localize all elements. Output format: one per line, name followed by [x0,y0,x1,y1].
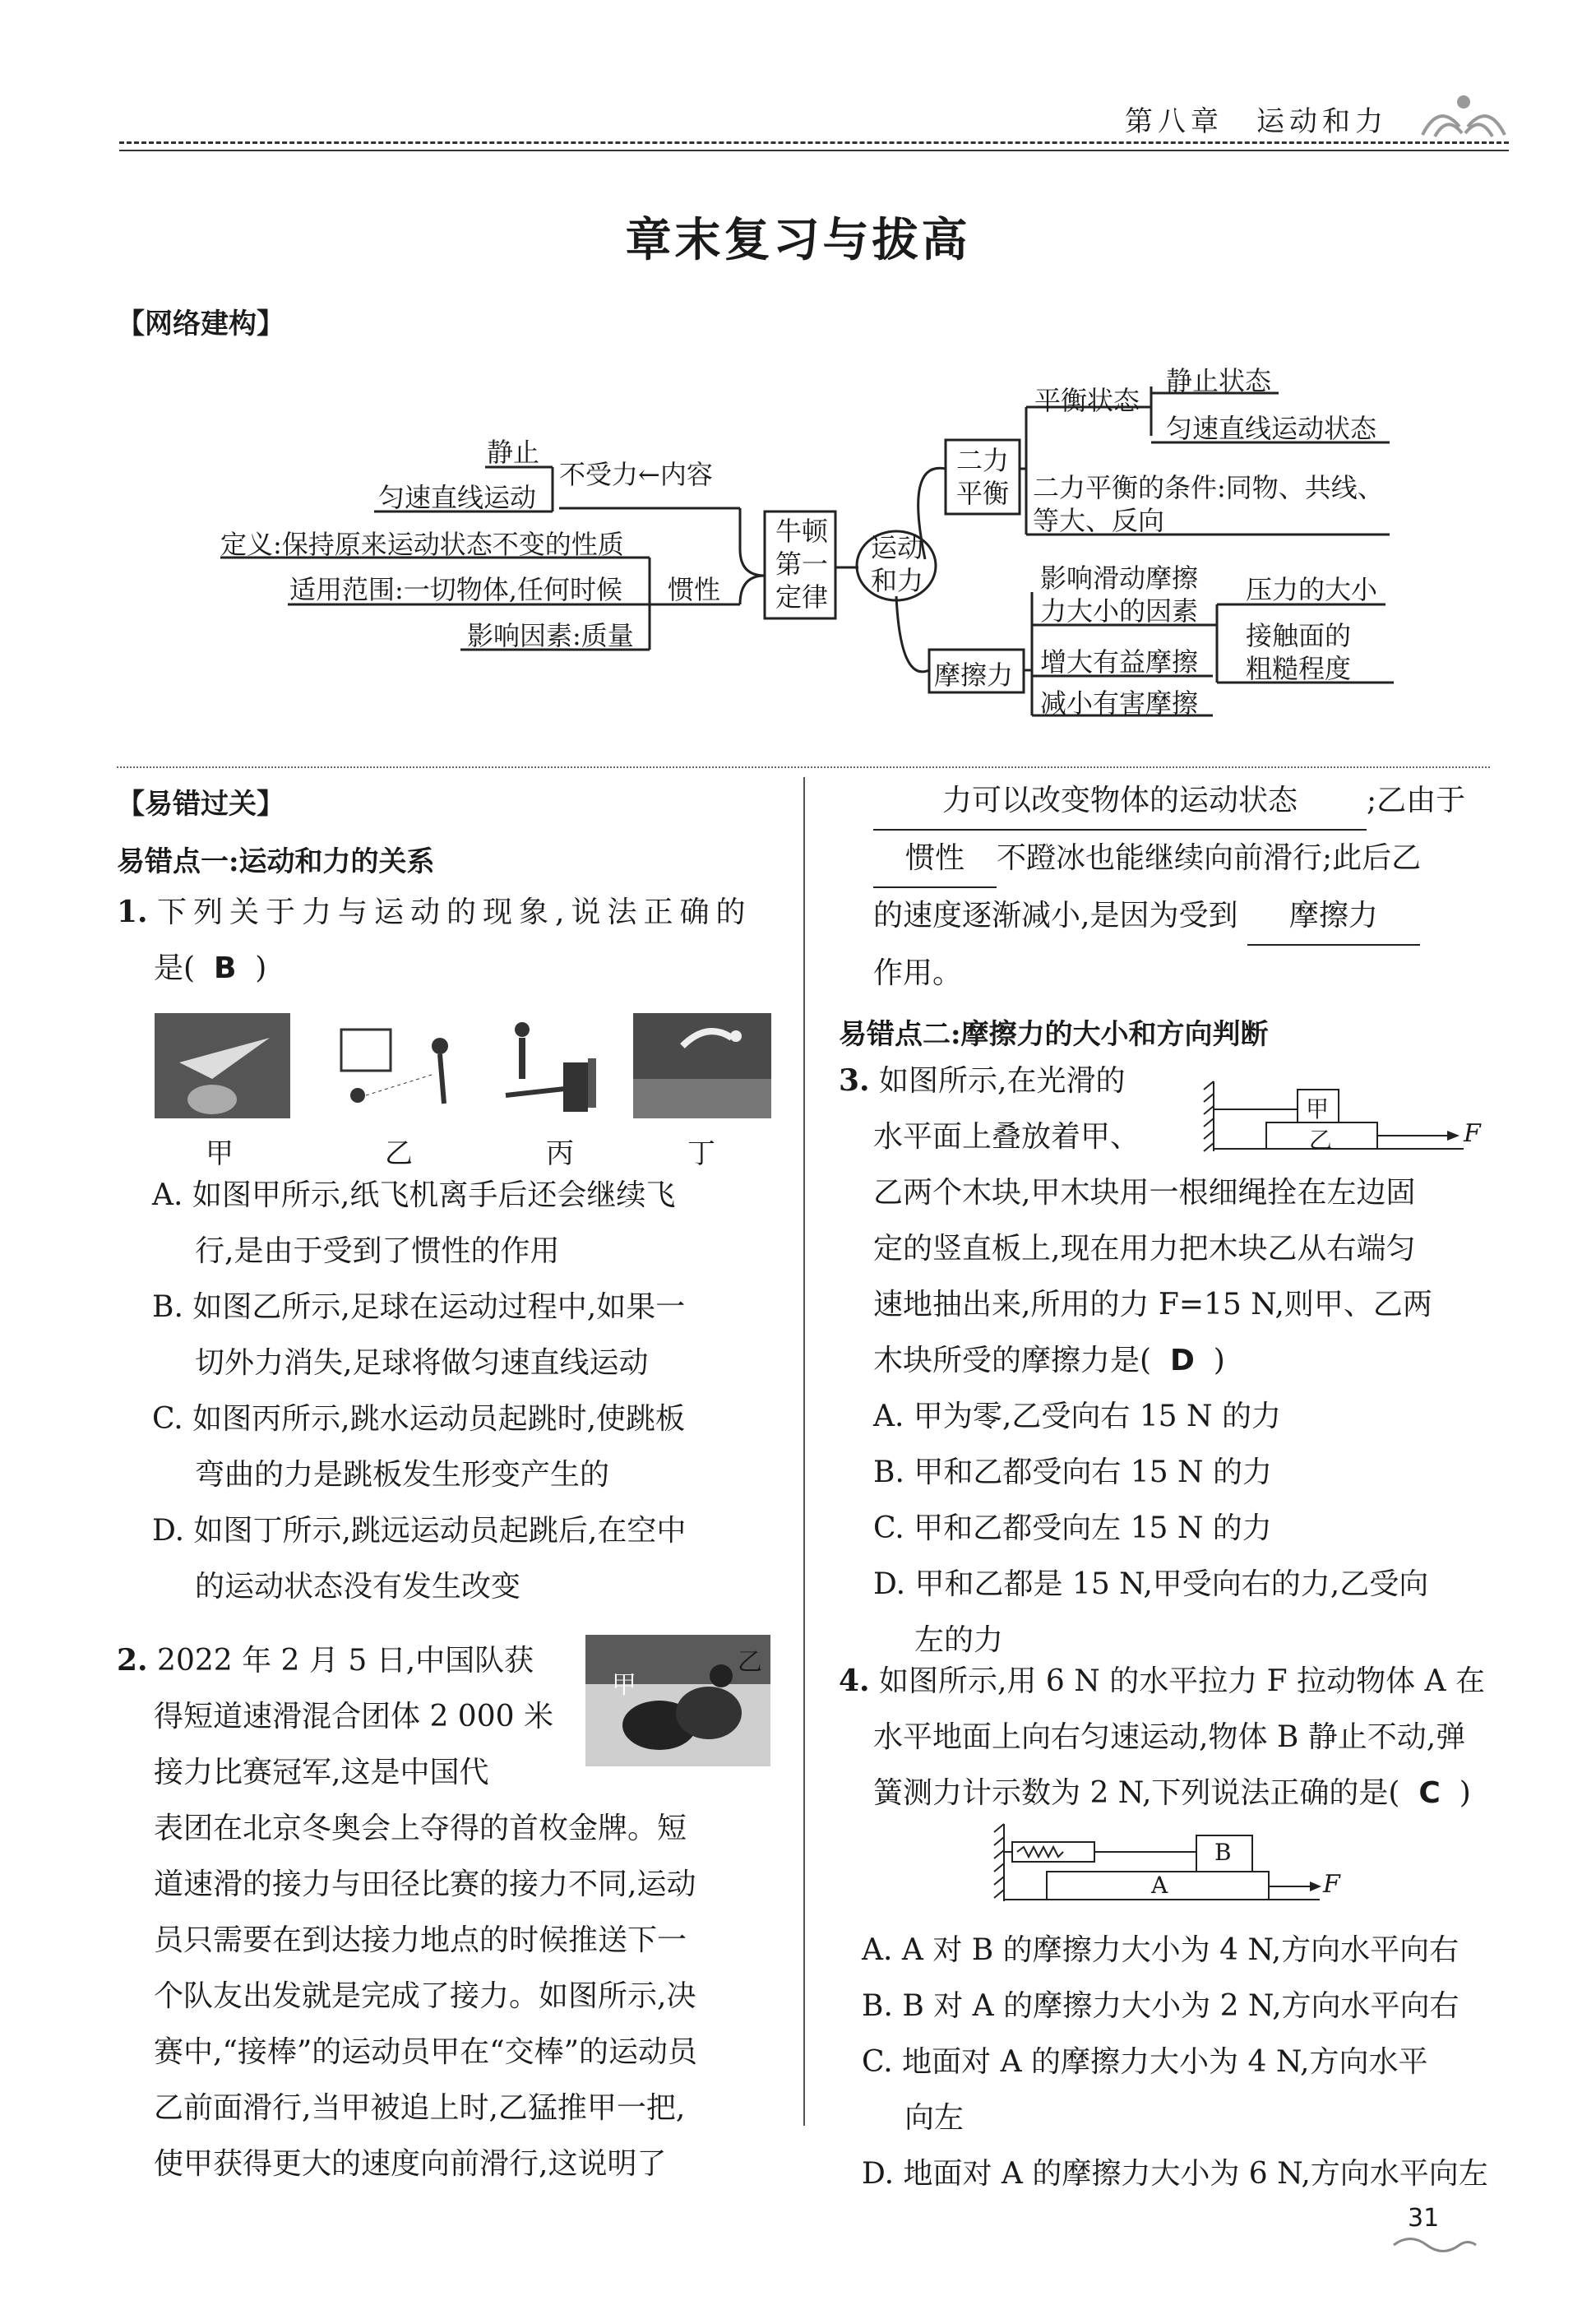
mm-decrease: 减小有害摩擦 [1040,687,1199,719]
chapter-label: 第八章 [1125,105,1224,138]
q4-line-1: 如图所示,用 6 N 的水平拉力 F 拉动物体 A 在 [879,1664,1485,1698]
q3-line-6-post: ) [1213,1344,1225,1377]
q1-image-football [325,1013,465,1118]
mm-center-line-1: 运动 [870,532,923,563]
q4-answer: C [1418,1776,1441,1810]
q2-line-9: 乙前面滑行,当甲被追上时,乙猛推甲一把, [154,2091,686,2125]
q1-caption-bing: 丙 [546,1137,574,1170]
q3-option-a: A. 甲为零,乙受向右 15 N 的力 [873,1400,1281,1433]
column-divider [803,777,805,2126]
mm-balance-cond-1: 二力平衡的条件:同物、共线、 [1033,472,1384,503]
mm-factor: 影响因素:质量 [467,620,634,651]
q2-line-4: 表团在北京冬奥会上夺得的首枚金牌。短 [154,1812,687,1845]
q1-image-long-jump [633,1013,771,1118]
q2-image-label-jia: 甲 [612,1671,636,1700]
q1-caption-jia: 甲 [206,1137,234,1170]
q2-line-5: 道速滑的接力与田径比赛的接力不同,运动 [154,1868,696,1901]
mindmap [0,0,1596,740]
mm-roughness-1: 接触面的 [1246,620,1352,651]
mm-center-line-2: 和力 [870,565,923,596]
chapter-title: 运动和力 [1256,105,1388,138]
q3-line-4: 定的竖直板上,现在用力把木块乙从右端匀 [873,1232,1416,1266]
q1-answer: B [213,951,237,985]
q1-option-c-1: C. 如图丙所示,跳水运动员起跳时,使跳板 [152,1402,686,1436]
mm-increase: 增大有益摩擦 [1040,646,1199,678]
q1-stem-1: 下列关于力与运动的现象,说法正确的 [157,896,752,929]
mm-two-force [954,444,1011,510]
q3-figure-f: F [1464,1119,1481,1148]
q4-option-a: A. A 对 B 的摩擦力大小为 4 N,方向水平向右 [862,1933,1460,1967]
mm-center [868,531,926,597]
mindmap-lines [0,0,1596,740]
mm-friction-factors-2: 力大小的因素 [1040,595,1199,627]
mm-definition: 定义:保持原来运动状态不变的性质 [220,529,624,560]
q2-line-7: 个队友出发就是完成了接力。如图所示,决 [154,1979,696,2013]
q1-options [152,1168,785,1615]
q2-answers [873,773,1498,1002]
mm-two-force-line-1: 二力 [955,445,1009,476]
q1-image-paper-plane [155,1013,290,1118]
q2-image-label-yi: 乙 [738,1648,762,1677]
q4-figure-f: F [1323,1870,1340,1899]
q3-option-b: B. 甲和乙都受向右 15 N 的力 [873,1456,1272,1489]
q2-image-skating [585,1635,770,1766]
mm-balance-cond-2: 等大、反向 [1033,505,1165,536]
q3-option-d-2: 左的力 [914,1623,1004,1657]
q4-line-3-pre: 簧测力计示数为 2 N,下列说法正确的是( [873,1776,1400,1810]
q4-line-2: 水平地面上向右匀速运动,物体 B 静止不动,弹 [873,1720,1466,1754]
q3-option-d-1: D. 甲和乙都是 15 N,甲受向右的力,乙受向 [873,1567,1429,1601]
q3-line-2: 水平面上叠放着甲、 [873,1120,1140,1154]
q3-option-c: C. 甲和乙都受向左 15 N 的力 [873,1511,1272,1545]
q1-option-b-1: B. 如图乙所示,足球在运动过程中,如果一 [152,1290,686,1324]
q2-blank-1: 力可以改变物体的运动状态 [873,773,1367,831]
q2-line-2: 得短道速滑混合团体 2 000 米 [154,1700,553,1733]
q3-number: 3. [839,1063,870,1098]
q3-figure-jia: 甲 [1306,1095,1330,1122]
q1-caption-yi: 乙 [385,1137,413,1170]
mm-friction-factors-1: 影响滑动摩擦 [1040,562,1199,594]
q3-line-3: 乙两个木块,甲木块用一根细绳拴在左边固 [873,1176,1416,1210]
q1-stem-2-pre: 是( [154,951,196,985]
q1-option-b-2: 切外力消失,足球将做匀速直线运动 [195,1346,649,1380]
q1-option-a-2: 行,是由于受到了惯性的作用 [195,1234,560,1268]
q1-option-d-1: D. 如图丁所示,跳远运动员起跳后,在空中 [152,1514,687,1548]
mm-friction: 摩擦力 [934,660,1014,691]
section-divider [117,766,1490,768]
mm-uniform-motion: 匀速直线运动 [378,482,537,513]
error-point-2-title: 易错点二:摩擦力的大小和方向判断 [839,1018,1269,1051]
page-ornament-icon [1390,2233,1480,2257]
q4-figure-b: B [1214,1839,1232,1866]
q2-line-3: 接力比赛冠军,这是中国代 [154,1756,489,1789]
mm-static: 静止 [487,437,540,468]
page-title: 章末复习与拔高 [625,213,971,267]
q3-answer: D [1169,1344,1195,1377]
q2-after-1: ;乙由于 [1367,784,1466,817]
q3-figure-yi: 乙 [1309,1127,1333,1154]
q4-figure-a: A [1151,1872,1168,1899]
mm-newton-line-3: 定律 [775,581,828,613]
mm-uniform-state: 匀速直线运动状态 [1166,413,1377,444]
q2-blank-3: 摩擦力 [1247,888,1420,946]
q1-number: 1. [117,895,148,929]
q4-figure [991,1817,1353,1908]
q2-line-1: 2022 年 2 月 5 日,中国队获 [157,1644,534,1678]
section-network-heading: 【网络建构】 [117,308,285,340]
q2-blank-2: 惯性 [873,831,997,888]
error-point-1-title: 易错点一:运动和力的关系 [117,845,435,878]
mm-balance-state: 平衡状态 [1034,385,1140,416]
q4-line-3-post: ) [1459,1776,1471,1810]
q1-option-d-2: 的运动状态没有发生改变 [195,1570,521,1604]
q1-caption-ding: 丁 [687,1137,715,1170]
q4-option-c-2: 向左 [904,2101,965,2135]
mm-newton-line-2: 第一 [775,548,828,580]
question-4 [839,1653,1513,1821]
q1-image-diving [497,1013,621,1118]
q4-options [862,1923,1520,2202]
mm-pressure: 压力的大小 [1246,574,1378,605]
q2-after-2: 不蹬冰也能继续向前滑行;此后乙 [997,841,1422,875]
mm-roughness-2: 粗糙程度 [1246,653,1352,684]
q2-line-10: 使甲获得更大的速度向前滑行,这说明了 [154,2147,667,2181]
page-number: 31 [1408,2204,1440,2233]
q2-number: 2. [117,1643,148,1678]
q4-number: 4. [839,1664,870,1698]
q2-line-8: 赛中,“接棒”的运动员甲在“交棒”的运动员 [154,2035,698,2069]
mm-no-force: 不受力←内容 [559,459,713,490]
q4-option-c-1: C. 地面对 A 的摩擦力大小为 4 N,方向水平 [862,2045,1428,2079]
q4-option-b: B. B 对 A 的摩擦力大小为 2 N,方向水平向右 [862,1989,1460,2023]
question-1 [117,884,775,997]
mm-inertia: 惯性 [668,574,721,605]
q3-line-1: 如图所示,在光滑的 [879,1064,1126,1098]
q2-line-6: 员只需要在到达接力地点的时候推送下一 [154,1923,687,1957]
mm-newton-line-1: 牛顿 [775,516,828,547]
q4-option-d: D. 地面对 A 的摩擦力大小为 6 N,方向水平向左 [862,2157,1488,2191]
mm-newton [773,515,830,613]
q2-line-d: 作用。 [873,956,963,990]
q3-line-5: 速地抽出来,所用的力 F=15 N,则甲、乙两 [873,1288,1432,1321]
q2-line-c: 的速度逐渐减小,是因为受到 [873,899,1238,933]
mm-two-force-line-2: 平衡 [955,478,1009,509]
q3-figure [1200,1073,1488,1155]
q1-option-a-1: A. 如图甲所示,纸飞机离手后还会继续飞 [152,1178,676,1212]
mm-rest-state: 静止状态 [1166,365,1272,396]
q1-option-c-2: 弯曲的力是跳板发生形变产生的 [195,1458,610,1492]
mm-scope: 适用范围:一切物体,任何时候 [289,574,622,605]
q3-line-6-pre: 木块所受的摩擦力是( [873,1344,1152,1377]
q1-stem-2-post: ) [255,951,267,985]
section-errors-heading: 【易错过关】 [117,788,285,821]
